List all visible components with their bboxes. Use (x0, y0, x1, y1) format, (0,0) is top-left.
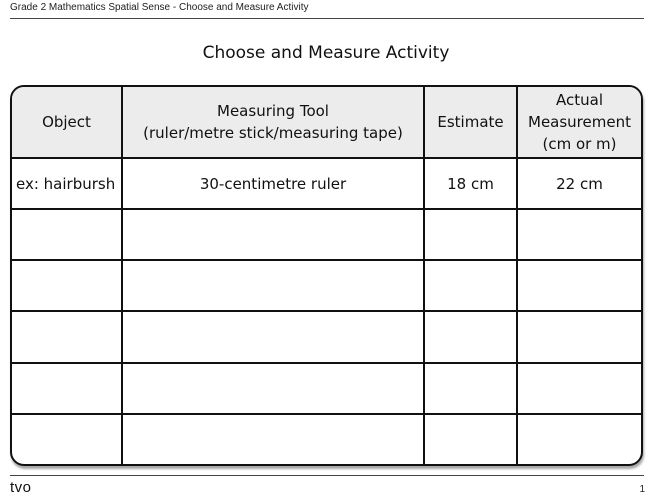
actual-measurement-header-text: Actual Measurement (cm or m) (528, 91, 631, 153)
column-header-object: Object (12, 87, 122, 158)
table-row-blank (12, 363, 641, 414)
table-row-blank (12, 260, 641, 311)
estimate-cell[interactable] (424, 209, 517, 260)
example-tool-cell: 30-centimetre ruler (122, 158, 424, 209)
estimate-cell[interactable] (424, 260, 517, 311)
tool-cell[interactable] (122, 363, 424, 414)
tool-cell[interactable] (122, 414, 424, 464)
actual-cell[interactable] (517, 414, 641, 464)
tool-cell[interactable] (122, 209, 424, 260)
object-cell[interactable] (12, 209, 122, 260)
header-divider (10, 18, 644, 19)
activity-table (10, 85, 643, 466)
object-cell[interactable] (12, 260, 122, 311)
object-cell[interactable] (12, 363, 122, 414)
column-header-estimate: Estimate (424, 87, 517, 158)
actual-cell[interactable] (517, 311, 641, 362)
estimate-cell[interactable] (424, 311, 517, 362)
column-header-actual-measurement (517, 87, 641, 158)
tvo-logo: tvo (10, 479, 32, 496)
actual-cell[interactable] (517, 363, 641, 414)
page-title: Choose and Measure Activity (202, 43, 450, 63)
actual-cell[interactable] (517, 209, 641, 260)
table-row-example (12, 158, 641, 209)
page-number: 1 (639, 484, 645, 495)
example-actual-cell: 22 cm (517, 158, 641, 209)
table-row-blank (12, 209, 641, 260)
tool-cell[interactable] (122, 260, 424, 311)
estimate-cell[interactable] (424, 363, 517, 414)
example-object-cell: ex: hairbursh (12, 158, 122, 209)
document-header: Grade 2 Mathematics Spatial Sense - Choose and Measure Activity (10, 2, 309, 13)
table-header-row (12, 87, 641, 158)
actual-cell[interactable] (517, 260, 641, 311)
example-estimate-cell: 18 cm (424, 158, 517, 209)
table-row-blank (12, 311, 641, 362)
measuring-tool-header-text: Measuring Tool (ruler/metre stick/measuring tape) (143, 102, 403, 142)
footer-divider (10, 475, 644, 476)
table-row-blank (12, 414, 641, 464)
estimate-cell[interactable] (424, 414, 517, 464)
tool-cell[interactable] (122, 311, 424, 362)
column-header-measuring-tool (122, 87, 424, 158)
object-cell[interactable] (12, 414, 122, 464)
object-cell[interactable] (12, 311, 122, 362)
